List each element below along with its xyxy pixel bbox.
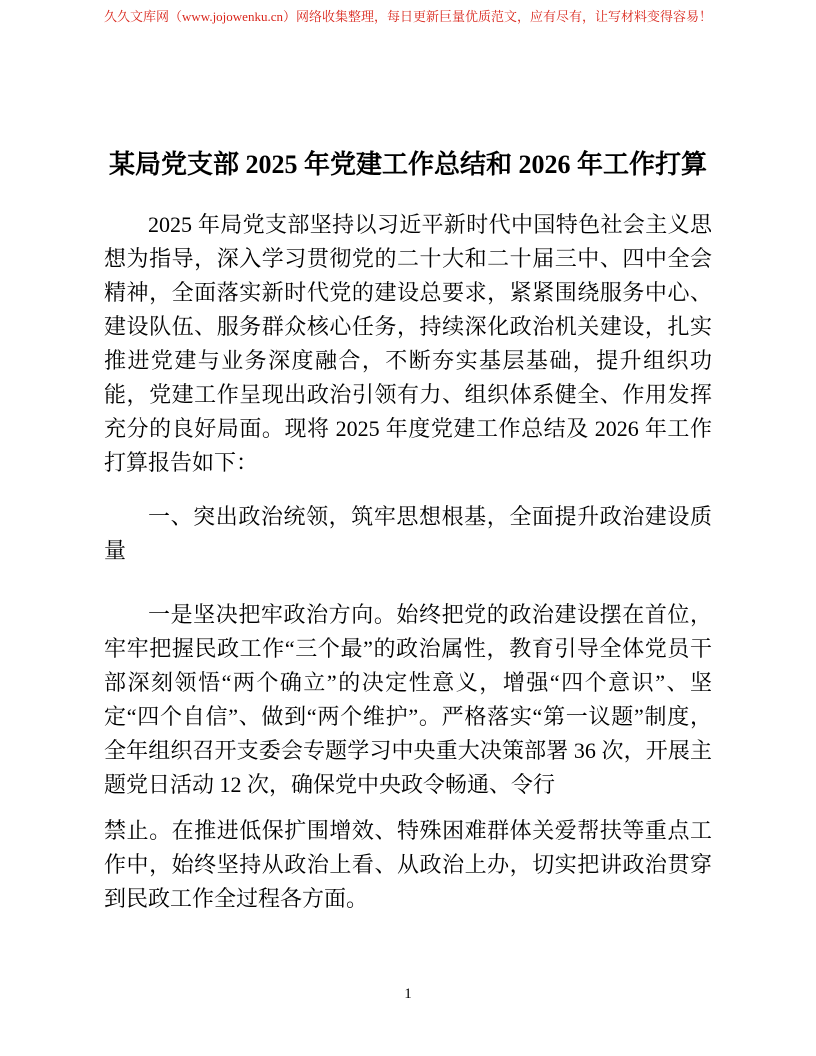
watermark-text: 久久文库网（www.jojowenku.cn）网络收集整理，每日更新巨量优质范文，应有尽有，让写材料变得容易！ <box>104 9 712 24</box>
section1-heading: 一、突出政治统领，筑牢思想根基，全面提升政治建设质量 <box>104 504 712 563</box>
page-number: 1 <box>404 986 412 1002</box>
watermark-header <box>0 8 816 26</box>
intro-paragraph: 2025 年局党支部坚持以习近平新时代中国特色社会主义思想为指导，深入学习贯彻党的二十大和二十届三中、四中全会精神，全面落实新时代党的建设总要求，紧紧围绕服务中心、建设队伍、服务群众核心任务，持续深化政治机关建设，扎实推进党建与业务深度融合，不断夯实基层基础，提升组织功能，党建工作呈现出政治引领有力、组织体系健全、作用发挥充分的良好局面。现将 2025 年度党建工作总结及 2026 年工作打算报告如下： <box>104 212 712 475</box>
section1-paragraph-1: 一是坚决把牢政治方向。始终把党的政治建设摆在首位，牢牢把握民政工作“三个最”的政治属性，教育引导全体党员干部深刻领悟“两个确立”的决定性意义，增强“四个意识”、坚定“四个自信”、做到“两个维护”。严格落实“第一议题”制度，全年组织召开支委会专题学习中央重大决策部署 36 次，开展主题党日活动 12 次，确保党中央政令畅通、令行 <box>104 602 712 797</box>
section1-paragraph-2: 禁止。在推进低保扩围增效、特殊困难群体关爱帮扶等重点工作中，始终坚持从政治上看、从政治上办，切实把讲政治贯穿到民政工作全过程各方面。 <box>104 818 712 911</box>
document-title: 某局党支部 2025 年党建工作总结和 2026 年工作打算 <box>108 150 707 179</box>
